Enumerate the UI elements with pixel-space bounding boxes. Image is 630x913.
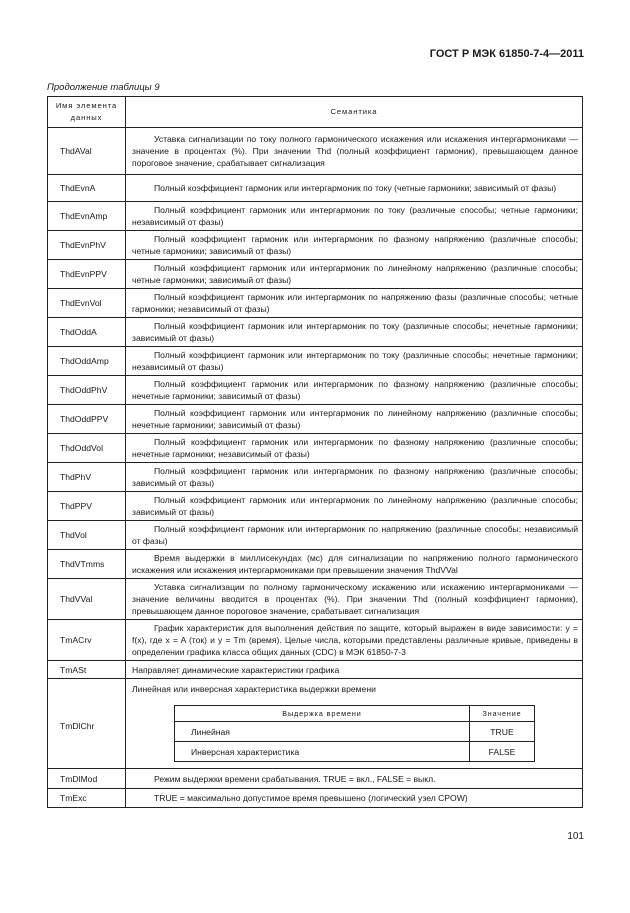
table-row — [48, 492, 583, 521]
semantics-cell — [126, 405, 583, 434]
element-name: ThdOddA — [48, 318, 126, 347]
element-name: ThdEvnAmp — [48, 202, 126, 231]
element-name: ThdEvnPhV — [48, 231, 126, 260]
semantics-text: TRUE = максимально допустимое время превышено (логический узел CPOW) — [154, 793, 468, 803]
table-row — [48, 620, 583, 661]
table-row — [48, 260, 583, 289]
table-row — [48, 318, 583, 347]
table-row — [48, 347, 583, 376]
table-row — [48, 550, 583, 579]
element-name: ThdOddVol — [48, 434, 126, 463]
table-caption: Продолжение таблицы 9 — [47, 82, 160, 93]
semantics-cell — [126, 463, 583, 492]
table-row — [48, 289, 583, 318]
semantics-cell — [126, 128, 583, 175]
semantics-text: Полный коэффициент гармоник или интергармоник по линейному напряжению (различные способы; нечетные гармоники; зависимый от фазы) — [132, 408, 578, 430]
delay-value: TRUE — [470, 722, 535, 742]
semantics-text: Режим выдержки времени срабатывания. TRUE = вкл., FALSE = выкл. — [154, 773, 436, 784]
table-row — [48, 679, 583, 769]
semantics-text: Полный коэффициент гармоник или интергармоник по фазному напряжению (различные способы; нечетные гармоники; независимый от фазы) — [132, 437, 578, 459]
semantics-text: Время выдержки в миллисекундах (мс) для сигнализации по напряжению полного гармонического искажения или искажения интергармониками при превышении значения ThdVVal — [132, 553, 578, 575]
table-row — [48, 231, 583, 260]
semantics-text: Линейная или инверсная характеристика выдержки времени — [132, 684, 376, 694]
element-name: ThdAVal — [48, 128, 126, 175]
table-header-row — [48, 97, 583, 128]
semantics-text: Полный коэффициент гармоник или интергармоник по фазному напряжению (различные способы; нечетные гармоники; зависимый от фазы) — [132, 379, 578, 401]
semantics-cell — [126, 347, 583, 376]
delay-option: Инверсная характеристика — [175, 742, 470, 762]
semantics-cell — [126, 620, 583, 661]
table-row — [48, 789, 583, 808]
table-row — [48, 579, 583, 620]
table-row — [48, 434, 583, 463]
semantics-cell — [126, 376, 583, 405]
element-name: ThdOddAmp — [48, 347, 126, 376]
semantics-text: Полный коэффициент гармоник или интергармоник по линейному напряжению (различные способы; зависимый от фазы) — [132, 495, 578, 517]
semantics-text: График характеристик для выполнения действия по защите, который выражен в виде зависимости: y = f(x), где x = A (ток) и y = Tm (время). Целые числа, которыми представлены различные кривые, приведены в определении графика класса общих данных (CDC) в МЭК 61850-7-3 — [132, 623, 578, 657]
element-name: ThdEvnPPV — [48, 260, 126, 289]
semantics-text: Полный коэффициент гармоник или интергармоник по напряжению (различные способы; независимый от фазы) — [132, 524, 578, 546]
element-name: TmDlMod — [48, 769, 126, 789]
semantics-text: Полный коэффициент гармоник или интергармоник по фазному напряжению (различные способы; зависимый от фазы) — [132, 466, 578, 488]
semantics-cell — [126, 492, 583, 521]
header-name-column: Имя элемента данных — [48, 97, 126, 128]
semantics-text: Уставка сигнализации по току полного гармонического искажения или искажения интергармониками — значение в процентах (%). При значении Thd (полный коэффициент гармоник), превышающем данное пороговое значение, срабатывает сигнализация — [132, 134, 578, 168]
subheader-value: Значение — [470, 706, 535, 722]
element-name: ThdVTmms — [48, 550, 126, 579]
element-name: TmASt — [48, 661, 126, 679]
element-name: TmACrv — [48, 620, 126, 661]
table-row — [48, 463, 583, 492]
table-row — [48, 376, 583, 405]
semantics-text: Уставка сигнализации по полному гармоническому искажению или искажению интергармониками — значение величины вводится в процентах (%). При значении Thd (полный коэффициент гармоник), превышающем данное пороговое значение, срабатывает сигнализация — [132, 582, 578, 616]
semantics-text: Полный коэффициент гармоник или интергармоник по фазному напряжению (различные способы; четные гармоники; зависимый от фазы) — [132, 234, 578, 256]
semantics-table — [47, 96, 583, 808]
semantics-cell — [126, 289, 583, 318]
semantics-cell — [126, 789, 583, 808]
table-row — [48, 521, 583, 550]
element-name: ThdOddPhV — [48, 376, 126, 405]
table-row — [48, 769, 583, 789]
semantics-text: Направляет динамические характеристики графика — [132, 664, 340, 675]
element-name: ThdEvnVol — [48, 289, 126, 318]
semantics-cell — [126, 434, 583, 463]
standard-header: ГОСТ Р МЭК 61850-7-4—2011 — [429, 48, 584, 60]
subtable-header-row — [175, 706, 535, 722]
semantics-text: Полный коэффициент гармоник или интергармоник по току (четные гармоники; зависимый от фазы) — [154, 183, 557, 193]
header-semantics-column: Семантика — [126, 97, 583, 128]
semantics-text: Полный коэффициент гармоник или интергармоник по линейному напряжению (различные способы; четные гармоники; зависимый от фазы) — [132, 263, 578, 285]
semantics-cell — [126, 661, 583, 679]
element-name: ThdPhV — [48, 463, 126, 492]
semantics-text: Полный коэффициент гармоник или интергармоник по току (различные способы; нечетные гармоники; зависимый от фазы) — [132, 321, 578, 343]
semantics-cell — [126, 579, 583, 620]
table-row — [48, 405, 583, 434]
delay-subtable — [174, 705, 535, 762]
table-row — [48, 175, 583, 202]
semantics-cell — [126, 202, 583, 231]
element-name: ThdVol — [48, 521, 126, 550]
element-name: TmExc — [48, 789, 126, 808]
element-name: ThdPPV — [48, 492, 126, 521]
semantics-cell — [126, 260, 583, 289]
semantics-text: Полный коэффициент гармоник или интергармоник по напряжению фазы (различные способы; четные гармоники; независимый от фазы) — [132, 292, 578, 314]
semantics-cell — [126, 318, 583, 347]
element-name: TmDlChr — [48, 679, 126, 769]
table-row — [48, 661, 583, 679]
table-row — [48, 128, 583, 175]
delay-value: FALSE — [470, 742, 535, 762]
subtable-row — [175, 722, 535, 742]
semantics-cell — [126, 679, 583, 769]
semantics-cell — [126, 231, 583, 260]
page-number: 101 — [567, 831, 584, 842]
delay-option: Линейная — [175, 722, 470, 742]
semantics-cell — [126, 550, 583, 579]
semantics-cell — [126, 175, 583, 202]
table-row — [48, 202, 583, 231]
element-name: ThdVVal — [48, 579, 126, 620]
element-name: ThdOddPPV — [48, 405, 126, 434]
semantics-text: Полный коэффициент гармоник или интергармоник по току (различные способы; четные гармоники; независимый от фазы) — [132, 205, 578, 227]
element-name: ThdEvnA — [48, 175, 126, 202]
subtable-row — [175, 742, 535, 762]
semantics-cell — [126, 521, 583, 550]
subheader-delay: Выдержка времени — [175, 706, 470, 722]
semantics-text: Полный коэффициент гармоник или интергармоник по току (различные способы; нечетные гармоники; независимый от фазы) — [132, 350, 578, 372]
semantics-cell — [126, 769, 583, 789]
